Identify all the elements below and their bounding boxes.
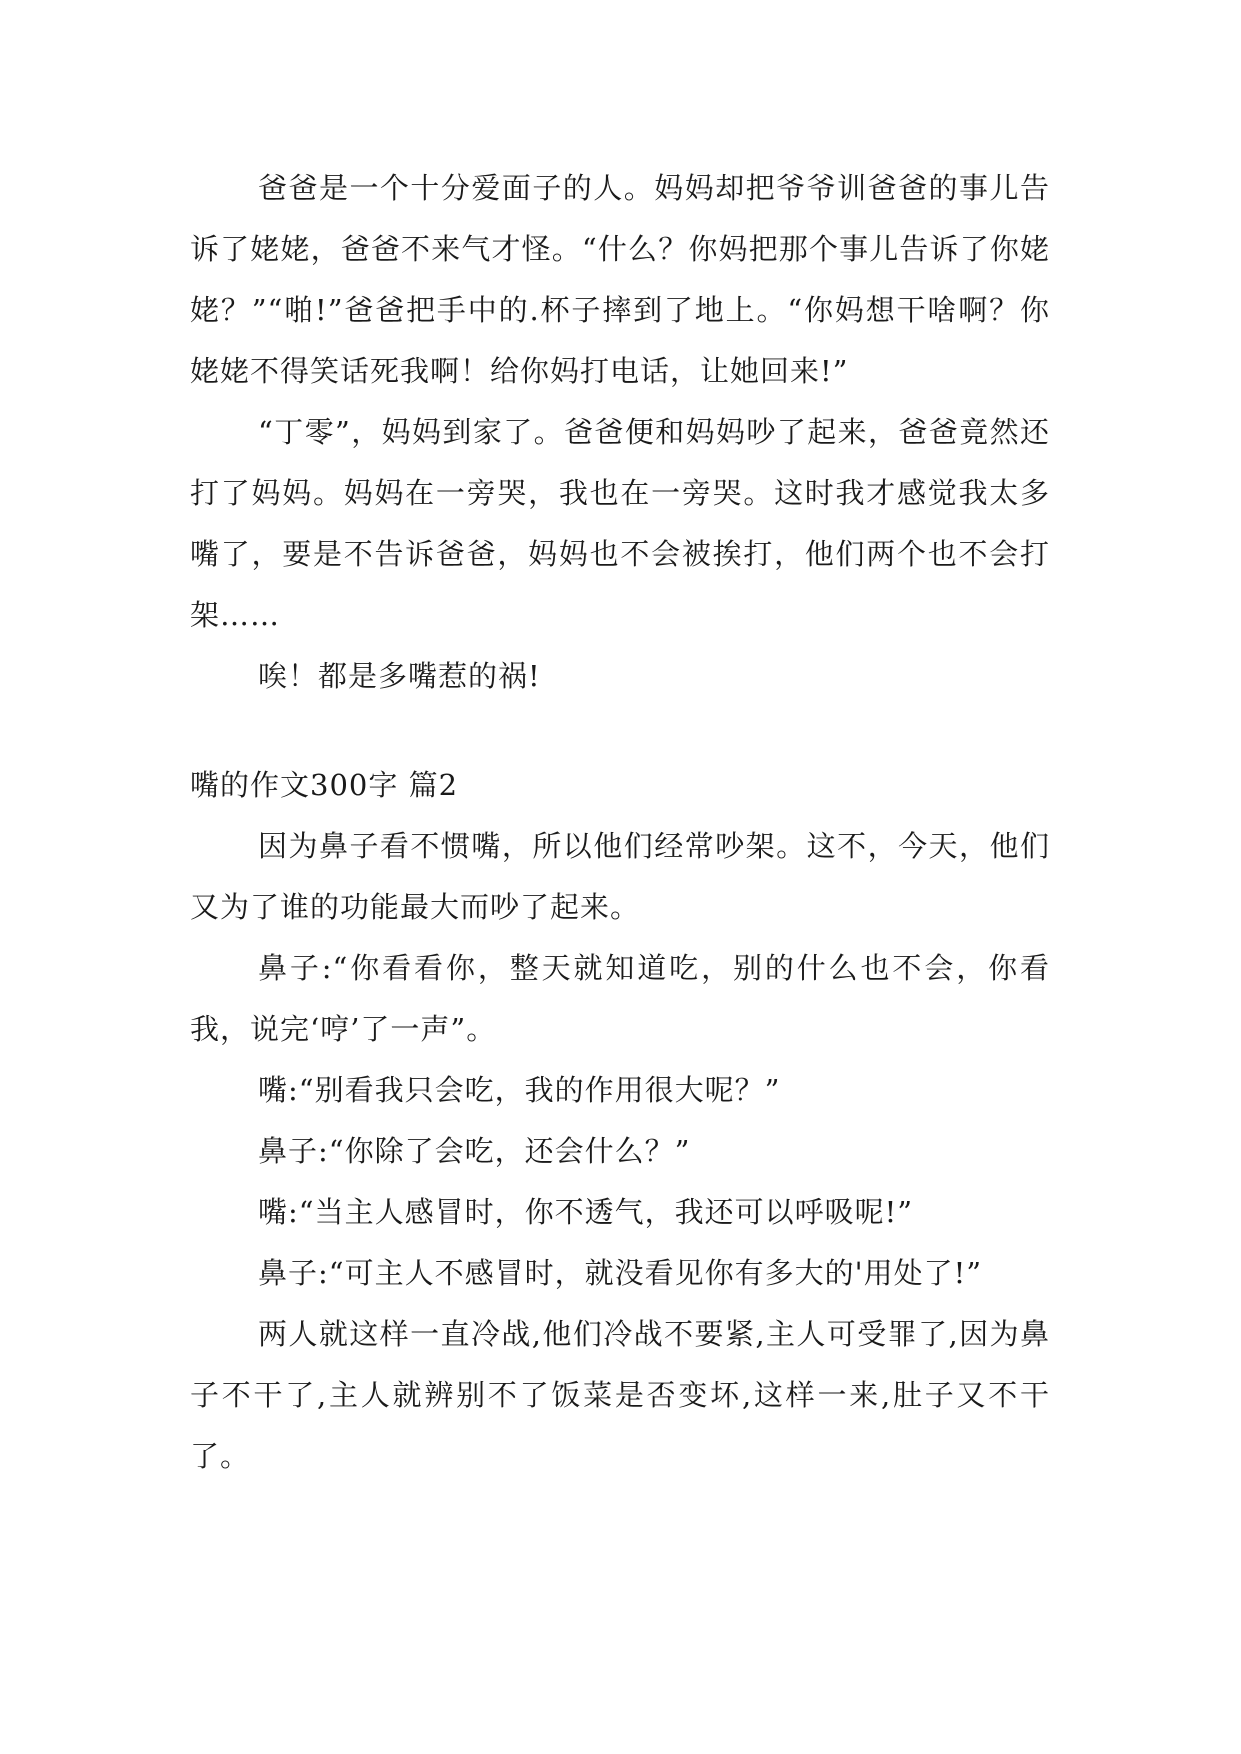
paragraph: 鼻子:“可主人不感冒时，就没看见你有多大的'用处了!” [258,1256,983,1290]
paragraph: 鼻子:“你除了会吃，还会什么？” [258,1134,691,1168]
paragraph: 鼻子:“你看看你，整天就知道吃，别的什么也不会，你看我，说完‘哼’了一声”。 [190,951,1050,1046]
paragraph: 因为鼻子看不惯嘴，所以他们经常吵架。这不，今天，他们又为了谁的功能最大而吵了起来。 [190,829,1050,924]
paragraph: 唉！都是多嘴惹的祸! [258,659,541,693]
paragraph: “丁零”，妈妈到家了。爸爸便和妈妈吵了起来，爸爸竟然还打了妈妈。妈妈在一旁哭，我也在一旁哭。这时我才感觉我太多嘴了，要是不告诉爸爸，妈妈也不会被挨打，他们两个也不会打架…… [190,415,1050,632]
paragraph: 嘴:“别看我只会吃，我的作用很大呢？” [258,1073,781,1107]
document-page [190,158,1050,1487]
paragraph: 两人就这样一直冷战,他们冷战不要紧,主人可受罪了,因为鼻子不干了,主人就辨别不了饭菜是否变坏,这样一来,肚子又不干了。 [190,1317,1050,1473]
section-heading: 嘴的作文300字 篇2 [190,768,459,802]
section-gap [190,707,1050,755]
paragraph: 嘴:“当主人感冒时，你不透气，我还可以呼吸呢!” [258,1195,914,1229]
paragraph: 爸爸是一个十分爱面子的人。妈妈却把爷爷训爸爸的事儿告诉了姥姥，爸爸不来气才怪。“什么？你妈把那个事儿告诉了你姥姥？”“啪!”爸爸把手中的.杯子摔到了地上。“你妈想干啥啊？你姥姥不得笑话死我啊！给你妈打电话，让她回来!” [190,171,1050,388]
